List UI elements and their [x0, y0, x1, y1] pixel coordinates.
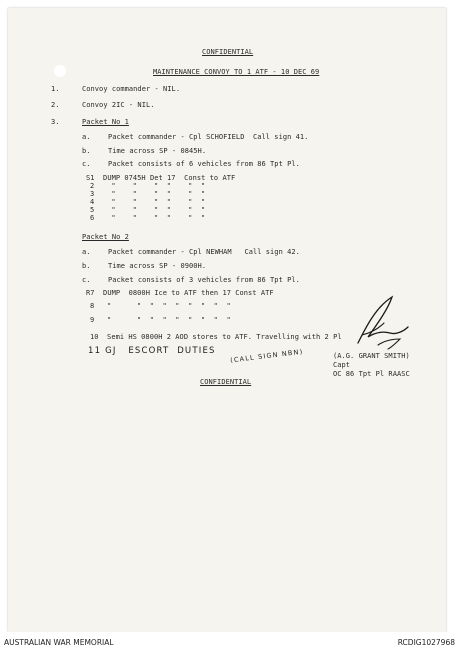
signatory-unit: OC 86 Tpt Pl RAASC — [333, 370, 410, 378]
handwritten-call-sign: (CALL SIGN NBN) — [229, 347, 304, 365]
item-2-text: Convoy 2IC - NIL. — [82, 101, 155, 109]
packet-1-a-label: a. — [82, 133, 91, 141]
packet-1-time: Time across SP - 0845H. — [108, 147, 207, 155]
classification-top: CONFIDENTIAL — [202, 48, 254, 56]
packet-1-row-1: S1 DUMP 0745H Det 17 Const to ATF — [86, 174, 236, 182]
item-1-number: 1. — [51, 85, 60, 93]
packet-2-time: Time across SP - 0900H. — [108, 262, 207, 270]
packet-2-heading: Packet No 2 — [82, 233, 129, 241]
packet-1-commander: Packet commander - Cpl SCHOFIELD Call sign 41. — [108, 133, 309, 141]
footer-archive-name: AUSTRALIAN WAR MEMORIAL — [4, 638, 114, 647]
packet-1-b-label: b. — [82, 147, 91, 155]
item-2-number: 2. — [51, 101, 60, 109]
packet-2-row-9: 9 " " " " " " " " " — [90, 316, 231, 324]
packet-2-b-label: b. — [82, 262, 91, 270]
signatory-name: (A.G. GRANT SMITH) — [333, 352, 410, 360]
handwritten-signature — [348, 293, 412, 351]
handwritten-item-11: 11 GJ ESCORT DUTIES — [88, 346, 216, 356]
item-1-text: Convoy commander - NIL. — [82, 85, 181, 93]
packet-1-c-label: c. — [82, 160, 91, 168]
archive-footer — [0, 632, 459, 654]
document-title: MAINTENANCE CONVOY TO 1 ATF - 10 DEC 69 — [153, 68, 320, 76]
packet-2-row-7: R7 DUMP 0800H Ice to ATF then 17 Const ATF — [86, 289, 274, 297]
packet-1-row-4: 4 " " " " " " — [90, 198, 206, 206]
signatory-rank: Capt — [333, 361, 351, 369]
packet-2-commander: Packet commander - Cpl NEWHAM Call sign 42. — [108, 248, 300, 256]
punch-hole — [54, 65, 66, 77]
packet-2-c-label: c. — [82, 276, 91, 284]
item-3-number: 3. — [51, 118, 60, 126]
classification-bottom: CONFIDENTIAL — [200, 378, 252, 386]
packet-1-row-6: 6 " " " " " " — [90, 214, 206, 222]
packet-1-vehicles: Packet consists of 6 vehicles from 86 Tpt Pl. — [108, 160, 300, 168]
item-10-text: 10 Semi HS 0800H 2 AOD stores to ATF. Travelling with 2 Pl — [90, 333, 342, 341]
packet-2-a-label: a. — [82, 248, 91, 256]
packet-1-row-5: 5 " " " " " " — [90, 206, 206, 214]
footer-record-id: RCDIG1027968 — [397, 638, 455, 647]
packet-2-vehicles: Packet consists of 3 vehicles from 86 Tpt Pl. — [108, 276, 300, 284]
packet-1-row-3: 3 " " " " " " — [90, 190, 206, 198]
packet-1-heading: Packet No 1 — [82, 118, 129, 126]
packet-1-row-2: 2 " " " " " " — [90, 182, 206, 190]
packet-2-row-8: 8 " " " " " " " " " — [90, 302, 231, 310]
